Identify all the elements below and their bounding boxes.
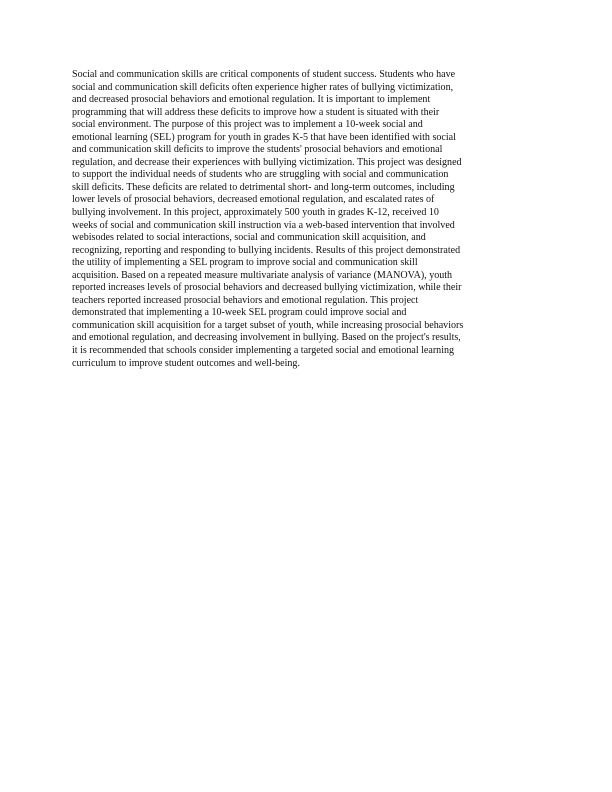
abstract-line: programming that will address these deficits to improve how a student is situated with their bbox=[72, 106, 440, 118]
abstract-line: teachers reported increased prosocial behaviors and emotional regulation. This project bbox=[72, 294, 419, 306]
abstract-line: recognizing, reporting and responding to bullying incidents. Results of this project demonstrated bbox=[72, 244, 461, 256]
abstract-paragraph bbox=[72, 69, 542, 370]
abstract-line: acquisition. Based on a repeated measure multivariate analysis of variance (MANOVA), youth bbox=[72, 269, 453, 281]
abstract-line: and communication skill deficits to improve the students' prosocial behaviors and emotional bbox=[72, 144, 443, 156]
abstract-line: webisodes related to social interactions, social and communication skill acquisition, and bbox=[72, 232, 426, 244]
abstract-line: bullying involvement. In this project, approximately 500 youth in grades K-12, received 10 bbox=[72, 207, 439, 219]
abstract-line: it is recommended that schools consider implementing a targeted social and emotional learning bbox=[72, 345, 455, 357]
abstract-line: social environment. The purpose of this project was to implement a 10-week social and bbox=[72, 119, 423, 131]
abstract-line: lower levels of prosocial behaviors, decreased emotional regulation, and escalated rates of bbox=[72, 194, 435, 206]
abstract-line: regulation, and decrease their experiences with bullying victimization. This project was designed bbox=[72, 156, 462, 168]
abstract-line: to support the individual needs of students who are struggling with social and communication bbox=[72, 169, 449, 181]
abstract-line: emotional learning (SEL) program for youth in grades K-5 that have been identified with social bbox=[72, 131, 456, 143]
abstract-line: and decreased prosocial behaviors and emotional regulation. It is important to implement bbox=[72, 94, 431, 106]
abstract-line: communication skill acquisition for a target subset of youth, while increasing prosocial behaviors bbox=[72, 319, 464, 331]
abstract-line: social and communication skill deficits often experience higher rates of bullying victimization, bbox=[72, 81, 454, 93]
abstract-line: Social and communication skills are critical components of student success. Students who have bbox=[72, 69, 456, 80]
abstract-line: demonstrated that implementing a 10-week SEL program could improve social and bbox=[72, 307, 407, 319]
abstract-line: curriculum to improve student outcomes and well-being. bbox=[72, 357, 300, 369]
abstract-line: weeks of social and communication skill instruction via a web-based intervention that involved bbox=[72, 219, 455, 231]
abstract-line: reported increases levels of prosocial behaviors and decreased bullying victimization, while their bbox=[72, 282, 462, 294]
abstract-line: and emotional regulation, and decreasing involvement in bullying. Based on the project's results, bbox=[72, 332, 461, 344]
abstract-line: skill deficits. These deficits are related to detrimental short- and long-term outcomes, including bbox=[72, 181, 455, 193]
abstract-line: the utility of implementing a SEL program to improve social and communication skill bbox=[72, 257, 418, 269]
